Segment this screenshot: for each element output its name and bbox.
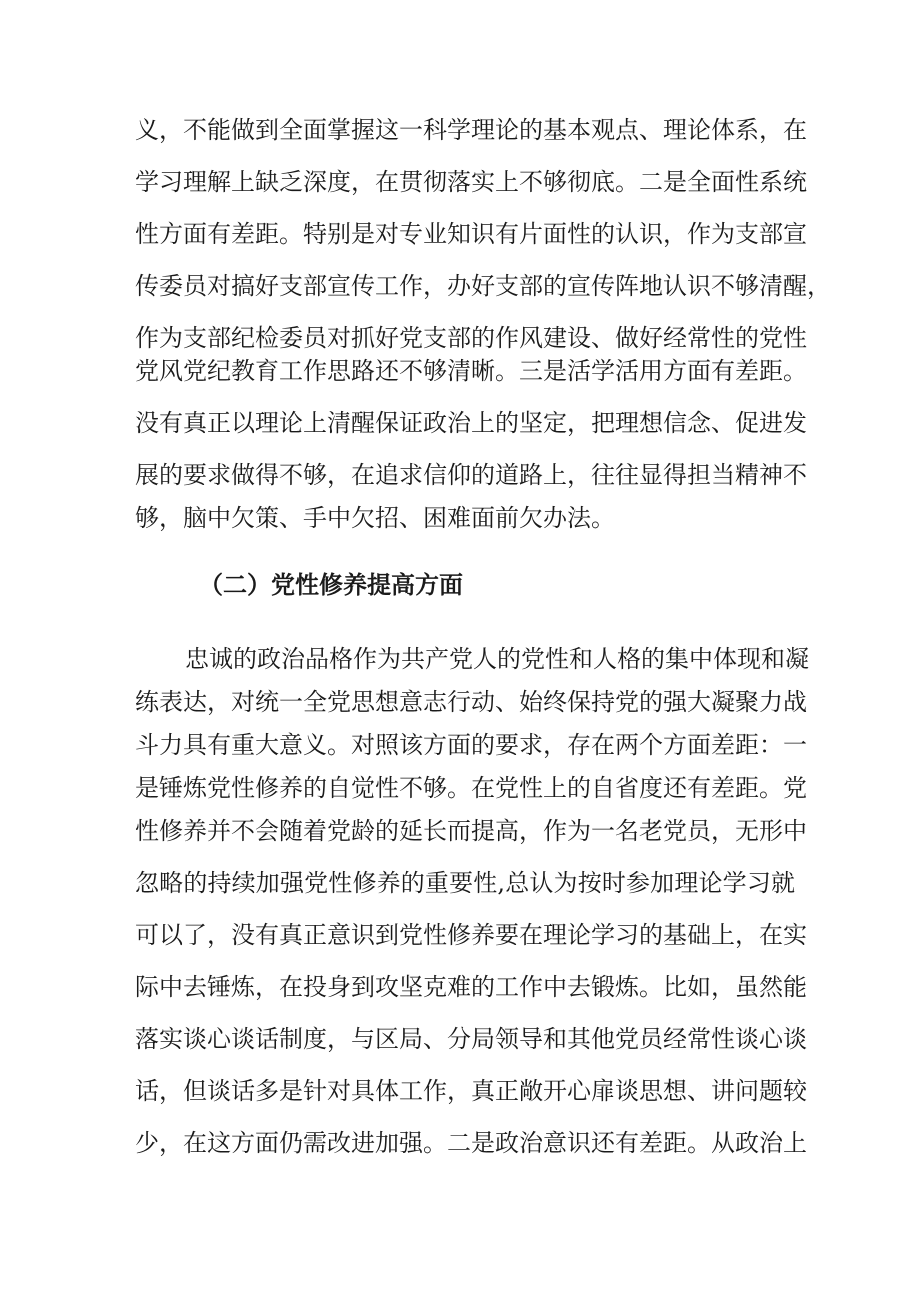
paragraph-line: 没有真正以理论上清醒保证政治上的坚定，把理想信念、促进发: [135, 409, 807, 437]
paragraph-line: 少，在这方面仍需改进加强。二是政治意识还有差距。从政治上: [135, 1129, 807, 1157]
paragraph-line: 斗力具有重大意义。对照该方面的要求，存在两个方面差距：一: [135, 731, 807, 759]
paragraph-line: 落实谈心谈话制度，与区局、分局领导和其他党员经常性谈心谈: [135, 1025, 807, 1053]
section-heading: （二）党性修养提高方面: [199, 571, 463, 599]
paragraph-line: 话，但谈话多是针对具体工作，真正敞开心扉谈思想、讲问题较: [135, 1077, 807, 1105]
paragraph-line: 是锤炼党性修养的自觉性不够。在党性上的自省度还有差距。党: [135, 774, 807, 802]
paragraph-line: 学习理解上缺乏深度，在贯彻落实上不够彻底。二是全面性系统: [135, 168, 807, 196]
paragraph-line: 忠诚的政治品格作为共产党人的党性和人格的集中体现和凝: [185, 645, 809, 673]
paragraph-line: 作为支部纪检委员对抓好党支部的作风建设、做好经常性的党性: [135, 324, 807, 352]
paragraph-line: 练表达，对统一全党思想意志行动、始终保持党的强大凝聚力战: [135, 688, 807, 716]
paragraph-line: 够，脑中欠策、手中欠招、困难面前欠办法。: [135, 504, 615, 532]
paragraph-line: 义，不能做到全面掌握这一科学理论的基本观点、理论体系，在: [135, 116, 807, 144]
paragraph-line: 传委员对搞好支部宣传工作，办好支部的宣传阵地认识不够清醒，: [135, 272, 831, 300]
paragraph-line: 际中去锤炼，在投身到攻坚克难的工作中去锻炼。比如，虽然能: [135, 973, 807, 1001]
paragraph-line: 忽略的持续加强党性修养的重要性,总认为按时参加理论学习就: [135, 869, 795, 897]
paragraph-line: 性方面有差距。特别是对专业知识有片面性的认识，作为支部宣: [135, 220, 807, 248]
paragraph-line: 党风党纪教育工作思路还不够清晰。三是活学活用方面有差距。: [135, 357, 807, 385]
paragraph-line: 展的要求做得不够，在追求信仰的道路上，往往显得担当精神不: [135, 461, 807, 489]
paragraph-line: 可以了，没有真正意识到党性修养要在理论学习的基础上，在实: [135, 921, 807, 949]
paragraph-line: 性修养并不会随着党龄的延长而提高，作为一名老党员，无形中: [135, 817, 807, 845]
